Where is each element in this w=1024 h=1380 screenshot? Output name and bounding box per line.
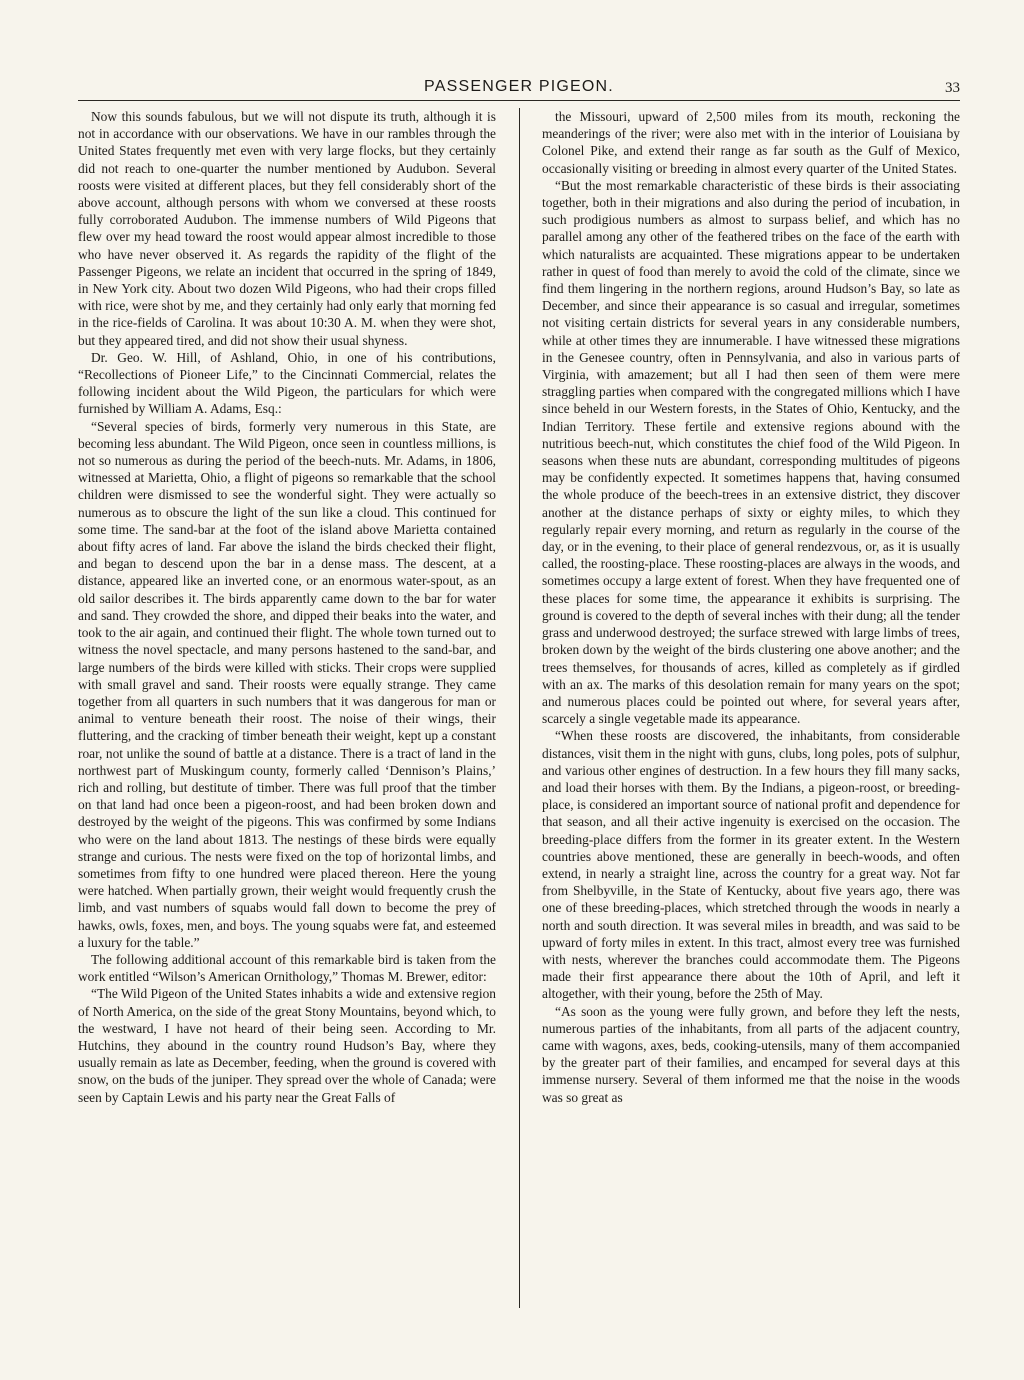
paragraph: “Several species of birds, formerly very numerous in this State, are becoming less abundant. The Wild Pigeon, once seen in countless millions, is not so numerous as during the period of the beech-nuts. Mr. Adams, in 1806, witnessed at Marietta, Ohio, a flight of pigeons so remarkable that the school children were dismissed to see the wonderful sight. They were actually so numerous as to obscure the light of the sun like a cloud. This continued for some time. The sand-bar at the foot of the island above Marietta contained about fifty acres of land. Far above the island the birds checked their flight, and began to descend upon the bar in a dense mass. The descent, at a distance, appeared like an inverted cone, or an enormous water-spout, as an old sailor describes it. The birds apparently came down to the bar for water and sand. They crowded the shore, and dipped their beaks into the water, and took to the air again, and continued their flight. The whole town turned out to witness the novel spectacle, and many persons hastened to the sand-bar, and large numbers of the birds were killed with sticks. Their crops were supplied with small gravel and sand. Their roosts were equally strange. They came together from all quarters in such numbers that it was dangerous for man or animal to venture beneath their roost. The noise of their wings, their fluttering, and the cracking of timber beneath their weight, kept up a constant roar, not unlike the sound of battle at a distance. There is a tract of land in the northwest part of Muskingum county, formerly called ‘Dennison’s Plains,’ rich and rolling, but destitute of timber. There was full proof that the timber on that land had once been a pigeon-roost, and had been broken down and destroyed by the weight of the pigeons. This was confirmed by some Indians who were on the land about 1813. The nestings of these birds were equally strange and curious. The nests were fixed on the top of horizontal limbs, and sometimes from fifty to one hundred were placed thereon. Here the young were hatched. When partially grown, their weight would frequently crush the limb, and vast numbers of squabs would fall down to become the prey of hawks, owls, foxes, men, and boys. The young squabs were fat, and esteemed a luxury for the table.” bbox=[78, 418, 496, 950]
paragraph: Dr. Geo. W. Hill, of Ashland, Ohio, in one of his contributions, “Recollections of Pioneer Life,” to the Cincinnati Commercial, relates the following incident about the Wild Pigeon, the particulars for which were furnished by William A. Adams, Esq.: bbox=[78, 349, 496, 417]
running-head: PASSENGER PIGEON. bbox=[424, 78, 614, 95]
paragraph: the Missouri, upward of 2,500 miles from its mouth, reckoning the meanderings of the river; were also met with in the interior of Louisiana by Colonel Pike, and extend their range as far south as the Gulf of Mexico, occasionally visiting or breeding in almost every quarter of the United States. bbox=[542, 109, 960, 176]
header-rule bbox=[78, 100, 960, 101]
column-divider bbox=[519, 108, 520, 1308]
paragraph: “When these roosts are discovered, the inhabitants, from considerable distances, visit them in the night with guns, clubs, long poles, pots of sulphur, and various other engines of destruction. In a few hours they fill many sacks, and load their horses with them. By the Indians, a pigeon-roost, or breeding-place, is considered an important source of national profit and dependence for that season, and all their active ingenuity is exercised on the occasion. The breeding-place differs from the former in its greater extent. In the Western countries above mentioned, these are generally in beech-woods, and often extend, in nearly a straight line, across the country for a great way. Not far from Shelbyville, in the State of Kentucky, about five years ago, there was one of these breeding-places, which stretched through the woods in nearly a north and south direction. It was several miles in breadth, and was said to be upward of forty miles in extent. In this tract, almost every tree was furnished with nests, wherever the branches could accommodate them. The Pigeons made their first appearance there about the 10th of April, and left it altogether, with their young, before the 25th of May. bbox=[542, 728, 960, 1002]
paragraph: “The Wild Pigeon of the United States inhabits a wide and extensive region of North America, on the side of the great Stony Mountains, beyond which, to the westward, I have not heard of their being seen. According to Mr. Hutchins, they abound in the country round Hudson’s Bay, where they usually remain as late as December, feeding, when the ground is covered with snow, on the buds of the juniper. They spread over the whole of Canada; were seen by Captain Lewis and his party near the Great Falls of bbox=[78, 986, 496, 1105]
page-header bbox=[78, 76, 960, 102]
text-columns bbox=[78, 108, 960, 1308]
paragraph: “But the most remarkable characteristic of these birds is their associating together, both in their migrations and also during the period of incubation, in such prodigious numbers as almost to surpass belief, and which has no parallel among any other of the feathered tribes on the face of the earth with which naturalists are acquainted. These migrations appear to be undertaken rather in quest of food than merely to avoid the cold of the climate, since we find them lingering in the northern regions, around Hudson’s Bay, so late as December, and since their appearance is so casual and irregular, sometimes not visiting certain districts for several years in any considerable numbers, while at other times they are innumerable. I have witnessed these migrations in the Genesee country, often in Pennsylvania, and also in various parts of Virginia, with amazement; but all I had then seen of them were mere straggling parties when compared with the congregated millions which I have since beheld in our Western forests, in the States of Ohio, Kentucky, and the Indian Territory. These fertile and extensive regions abound with the nutritious beech-nut, which constitutes the chief food of the Wild Pigeon. In seasons when these nuts are abundant, corresponding multitudes of pigeons may be confidently expected. It sometimes happens that, having consumed the whole produce of the beech-trees in an extensive district, they discover another at the distance perhaps of sixty or eighty miles, to which they regularly repair every morning, and return as regularly in the course of the day, or in the evening, to their place of general rendezvous, or, as it is usually called, the roosting-place. These roosting-places are always in the woods, and sometimes occupy a large extent of forest. When they have frequented one of these places for some time, the appearance it exhibits is surprising. The ground is covered to the depth of several inches with their dung; all the tender grass and underwood destroyed; the surface strewed with large limbs of trees, broken down by the weight of the birds clustering one above another; and the trees themselves, for thousands of acres, killed as completely as if girdled with an ax. The marks of this desolation remain for many years on the spot; and numerous places could be pointed out where, for several years after, scarcely a single vegetable made its appearance. bbox=[542, 177, 960, 727]
paragraph: The following additional account of this remarkable bird is taken from the work entitled “Wilson’s American Ornithology,” Thomas M. Brewer, editor: bbox=[78, 951, 496, 985]
paragraph: “As soon as the young were fully grown, and before they left the nests, numerous parties of the inhabitants, from all parts of the adjacent country, came with wagons, axes, beds, cooking-utensils, many of them accompanied by the greater part of their families, and encamped for several days at this immense nursery. Several of them informed me that the noise in the woods was so great as bbox=[542, 1003, 960, 1105]
right-column bbox=[542, 108, 960, 1308]
page-number: 33 bbox=[945, 80, 960, 96]
left-column bbox=[78, 108, 496, 1308]
paragraph: Now this sounds fabulous, but we will not dispute its truth, although it is not in accordance with our observations. We have in our rambles through the United States frequently met even with very large flocks, but they certainly did not reach to one-quarter the number mentioned by Audubon. Several roosts were visited at different places, but they fell considerably short of the above account, although persons with whom we conversed at these roosts fully corroborated Audubon. The immense numbers of Wild Pigeons that flew over my head toward the roost would appear almost incredible to those who have never observed it. As regards the rapidity of the flight of the Passenger Pigeons, we relate an incident that occurred in the spring of 1849, in New York city. About two dozen Wild Pigeons, who had their crops filled with rice, were shot by me, and they certainly had only early that morning fed in the rice-fields of Carolina. It was about 10:30 A. M. when they were shot, but they appeared tired, and did not show their usual shyness. bbox=[78, 109, 496, 348]
